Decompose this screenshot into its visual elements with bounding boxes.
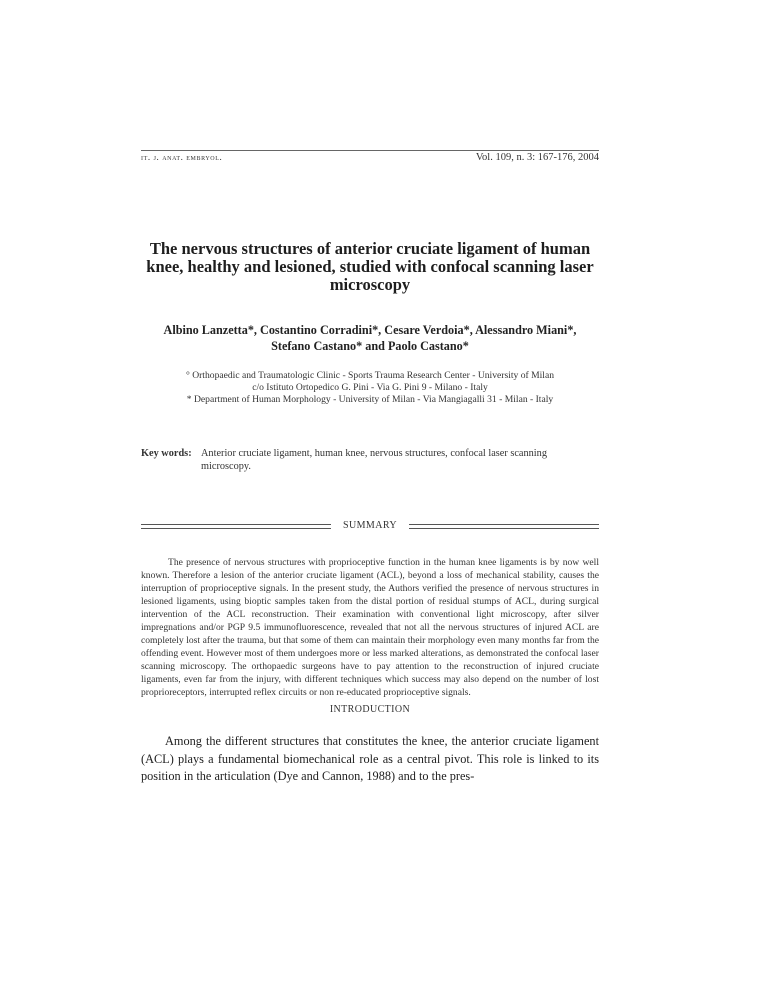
author-line: Stefano Castano* and Paolo Castano* (271, 339, 469, 353)
summary-rule-left (141, 524, 331, 530)
journal-name: it. j. anat. embryol. (141, 152, 223, 162)
affiliation-line: * Department of Human Morphology - University of Milan - Via Mangiagalli 31 - Milan - Italy (186, 394, 554, 405)
keywords-label: Key words: (141, 448, 192, 459)
article-title: The nervous structures of anterior cruciate ligament of human knee, healthy and lesioned, studied with confocal scanning laser microscopy (146, 239, 594, 294)
running-head (141, 152, 599, 166)
affiliation-line: ° Orthopaedic and Traumatologic Clinic - Sports Trauma Research Center - University of Milan (185, 370, 555, 381)
summary-rule-right (409, 524, 599, 530)
summary-heading: SUMMARY (343, 520, 397, 531)
introduction-heading: INTRODUCTION (329, 704, 411, 715)
running-head-rule (141, 150, 599, 151)
author-line: Albino Lanzetta*, Costantino Corradini*, Cesare Verdoia*, Alessandro Miani*, (163, 323, 577, 337)
affiliation-line: c/o Istituto Ortopedico G. Pini - Via G. Pini 9 - Milano - Italy (252, 382, 488, 393)
affiliations (130, 370, 610, 406)
keywords-text: Anterior cruciate ligament, human knee, nervous structures, confocal laser scanning microscopy. (201, 448, 547, 472)
volume-info: Vol. 109, n. 3: 167-176, 2004 (475, 152, 599, 163)
summary-text: The presence of nervous structures with proprioceptive function in the human knee ligaments is by now well known. Therefore a lesion of the anterior cruciate ligament (ACL), beyond a loss of mechanical stability, causes the interruption of proprioceptive signals. In the present study, the Authors verified the presence of nervous structures in lesioned ligaments, using bioptic samples taken from the distal portion of residual stumps of ACL, during surgical intervention of the ACL reconstruction. Their examination with conventional light microscopy, after silver impregnations and/or PGP 9.5 immunofluorescence, revealed that not all the nervous structures of injured ACL are completely lost after the trauma, but that some of them can maintain their morphology even many months far from the offending event. However most of them undergoes more or less marked alterations, as demonstrated the confocal laser scanning microscopy. The orthopaedic surgeons have to pay attention to the reconstruction of injured cruciate ligaments, even far from the injury, with different techniques which success may also depend on the number of lost proprioreceptors, interrupted reflex circuits or non re-educated proprioceptive signals. (141, 557, 599, 698)
author-list (130, 322, 610, 354)
introduction-text: Among the different structures that constitutes the knee, the anterior cruciate ligament (ACL) plays a fundamental biomechanical role as a central pivot. This role is linked to its position in the articulation (Dye and Cannon, 1988) and to the pres- (141, 734, 599, 783)
